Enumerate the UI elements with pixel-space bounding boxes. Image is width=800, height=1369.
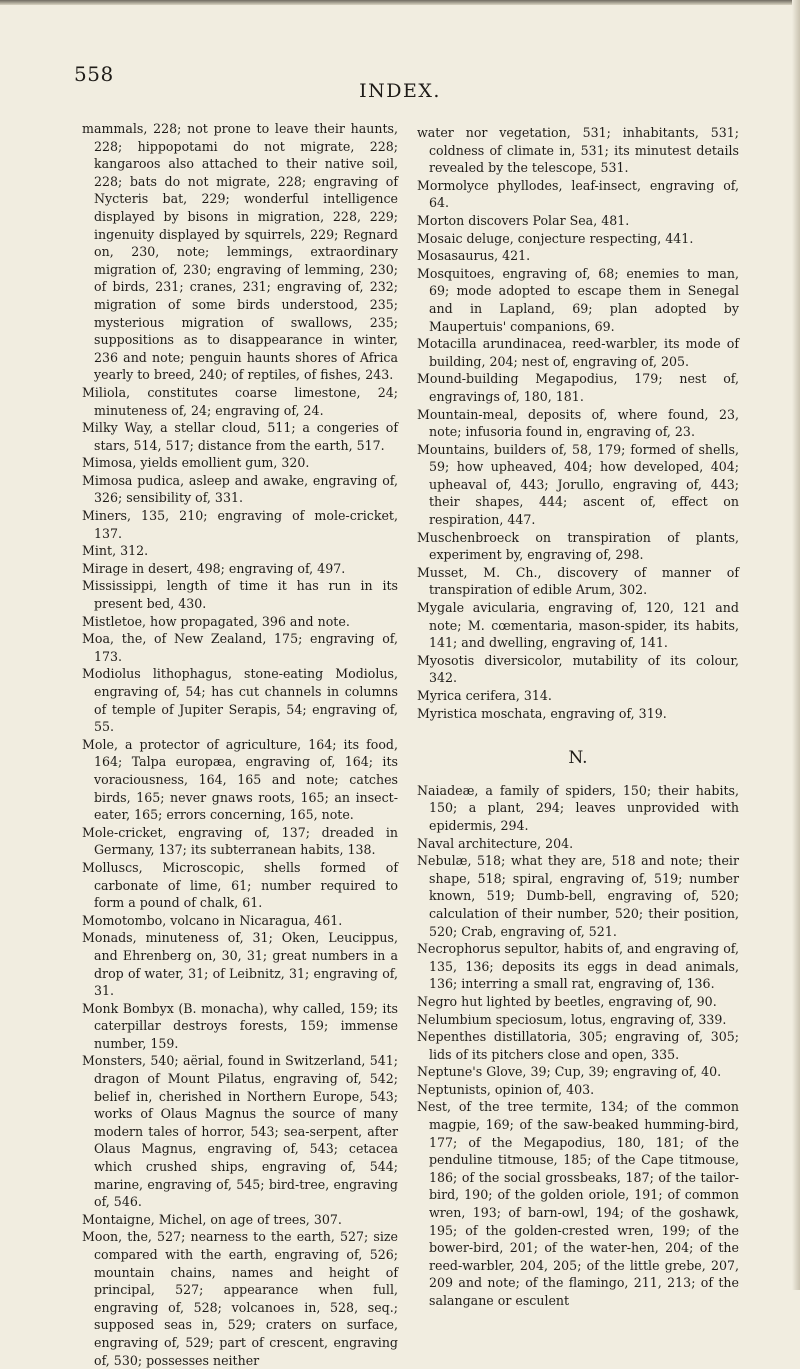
index-entry: Mountain-meal, deposits of, where found, 23, note; infusoria found in, engraving of, 23.: [417, 406, 739, 440]
index-entry: Nest, of the tree termite, 134; of the common magpie, 169; of the saw-beaked humming-bird, 177; of the Megapodius, 180, 181; of the penduline titmouse, 185; of the Cape titmouse, 186; of the social grossbeaks, 187; of the tailor-bird, 190; of the golden oriole, 191; of common wren, 193; of barn-owl, 194; of the goshawk, 195; of the golden-crested wren, 199; of the bower-bird, 201; of the water-hen, 204; of the reed-warbler, 204, 205; of the little grebe, 207, 209 and note; of the flamingo, 211, 213; of the salangane or esculent: [417, 1099, 739, 1308]
index-entry: Mistletoe, how propagated, 396 and note.: [82, 613, 350, 629]
index-entry: Myristica moschata, engraving of, 319.: [417, 705, 667, 721]
running-head: INDEX.: [359, 80, 441, 102]
section-letter-heading: N.: [568, 748, 588, 769]
index-entry: Mosquitoes, engraving of, 68; enemies to man, 69; mode adopted to escape them in Senegal and in Lapland, 69; plan adopted by Maupertuis' companions, 69.: [417, 265, 739, 334]
index-entry: Nelumbium speciosum, lotus, engraving of, 339.: [417, 1011, 727, 1027]
index-entry: Myosotis diversicolor, mutability of its colour, 342.: [417, 652, 739, 686]
index-entry: Myrica cerifera, 314.: [417, 688, 552, 703]
index-entry: Neptunists, opinion of, 403.: [417, 1081, 595, 1097]
index-entry: Mimosa, yields emollient gum, 320.: [82, 455, 310, 471]
index-entry: Mosasaurus, 421.: [417, 248, 531, 264]
index-entry: Negro hut lighted by beetles, engraving of, 90.: [417, 993, 717, 1009]
left-column: [82, 120, 398, 1369]
index-entry: Mole-cricket, engraving of, 137; dreaded in Germany, 137; its subterranean habits, 138.: [82, 824, 398, 858]
page-number: 558: [74, 62, 114, 86]
index-entry: Motacilla arundinacea, reed-warbler, its mode of building, 204; nest of, engraving of, 205.: [417, 336, 739, 369]
index-entry: water nor vegetation, 531; inhabitants, 531; coldness of climate in, 531; its minutest details revealed by the telescope, 531.: [417, 125, 739, 176]
index-entry: Mole, a protector of agriculture, 164; its food, 164; Talpa europæa, engraving of, 164; its voraciousness, 164, 165 and note; catches birds, 165; never gnaws roots, 165; an insect-eater, 165; errors concerning, 165, note.: [82, 736, 398, 823]
right-column: [417, 124, 739, 1310]
index-entry: Miners, 135, 210; engraving of mole-cricket, 137.: [82, 508, 398, 541]
index-entry: Monsters, 540; aërial, found in Switzerland, 541; dragon of Mount Pilatus, engraving of, 542; belief in, cherished in Northern Europe, 543; works of Olaus Magnus the source of many modern tales of horror, 543; sea-serpent, after Olaus Magnus, engraving of, 543; cetacea which crushed ships, engraving of, 544; marine, engraving of, 545; bird-tree, engraving of, 546.: [82, 1053, 398, 1210]
index-entry: Nebulæ, 518; what they are, 518 and note; their shape, 518; spiral, engraving of, 519; number known, 519; Dumb-bell, engraving of, 520; calculation of their number, 520; their position, 520; Crab, engraving of, 521.: [417, 853, 739, 939]
index-entry: Mosaic deluge, conjecture respecting, 441.: [417, 230, 694, 246]
index-entry: Moon, the, 527; nearness to the earth, 527; size compared with the earth, engraving of, 526; mountain chains, names and height of principal, 527; appearance when full, engraving of, 528; volcanoes in, 528, seq.; supposed seas in, 529; craters on surface, engraving of, 529; part of crescent, engraving of, 530; possesses neither: [82, 1229, 398, 1368]
index-entry: Monads, minuteness of, 31; Oken, Leucippus, and Ehrenberg on, 30, 31; great numbers in a drop of water, 31; of Leibnitz, 31; engraving of, 31.: [82, 930, 398, 999]
page-gutter-shadow: [792, 0, 800, 1290]
index-entry: Mirage in desert, 498; engraving of, 497.: [82, 560, 346, 576]
page-top-edge: [0, 0, 800, 5]
index-entry: Montaigne, Michel, on age of trees, 307.: [82, 1211, 342, 1227]
index-entry: Mound-building Megapodius, 179; nest of, engravings of, 180, 181.: [417, 371, 739, 404]
index-entry: Momotombo, volcano in Nicaragua, 461.: [82, 912, 343, 928]
index-entry: Moa, the, of New Zealand, 175; engraving of, 173.: [82, 631, 398, 664]
index-entry: Mygale avicularia, engraving of, 120, 121 and note; M. cœmentaria, mason-spider, its habits, 141; and dwelling, engraving of, 141.: [417, 600, 739, 651]
index-entry: Mountains, builders of, 58, 179; formed of shells, 59; how upheaved, 404; how developed, 404; upheaval of, 443; Jorullo, engraving of, 443; their shapes, 444; ascent of, effect on respiration, 447.: [417, 441, 739, 528]
index-entry: Mormolyce phyllodes, leaf-insect, engraving of, 64.: [417, 177, 739, 211]
index-entry: Mimosa pudica, asleep and awake, engraving of, 326; sensibility of, 331.: [82, 472, 398, 506]
index-entry: Morton discovers Polar Sea, 481.: [417, 212, 630, 228]
index-entry: Neptune's Glove, 39; Cup, 39; engraving of, 40.: [417, 1064, 722, 1080]
index-entry: Musset, M. Ch., discovery of manner of transpiration of edible Arum, 302.: [417, 564, 739, 598]
index-entry: Nepenthes distillatoria, 305; engraving of, 305; lids of its pitchers close and open, 335.: [417, 1029, 739, 1062]
index-entry: Milky Way, a stellar cloud, 511; a congeries of stars, 514, 517; distance from the earth, 517.: [82, 420, 398, 453]
index-entry: Molluscs, Microscopic, shells formed of carbonate of lime, 61; number required to form a pound of chalk, 61.: [82, 859, 398, 911]
index-entry: mammals, 228; not prone to leave their haunts, 228; hippopotami do not migrate, 228; kangaroos also attached to their native soil, 228; bats do not migrate, 228; engraving of Nycteris bat, 229; wonderful intelligence displayed by bisons in migration, 228, 229; ingenuity displayed by squirrels, 229; Regnard on, 230, note; lemmings, extraordinary migration of, 230; engraving of lemming, 230; of birds, 231; cranes, 231; engraving of, 232; migration of some birds understood, 235; mysterious migration of swallows, 235; suppositions as to disappearance in winter, 236 and note; penguin haunts shores of Africa yearly to breed, 240; of reptiles, of fishes, 243.: [82, 121, 398, 383]
index-entry: Mississippi, length of time it has run in its present bed, 430.: [82, 578, 398, 612]
index-entry: Naiadeæ, a family of spiders, 150; their habits, 150; a plant, 294; leaves unprovided with epidermis, 294.: [417, 782, 739, 833]
index-entry: Modiolus lithophagus, stone-eating Modiolus, engraving of, 54; has cut channels in columns of temple of Jupiter Serapis, 54; engraving of, 55.: [82, 666, 398, 735]
index-entry: Naval architecture, 204.: [417, 835, 574, 851]
index-entry: Miliola, constitutes coarse limestone, 24; minuteness of, 24; engraving of, 24.: [82, 384, 398, 418]
index-entry: Mint, 312.: [82, 543, 149, 559]
index-entry: Necrophorus sepultor, habits of, and engraving of, 135, 136; deposits its eggs in dead animals, 136; interring a small rat, engraving of, 136.: [417, 941, 739, 992]
index-entry: Muschenbroeck on transpiration of plants, experiment by, engraving of, 298.: [417, 529, 739, 563]
index-entry: Monk Bombyx (B. monacha), why called, 159; its caterpillar destroys forests, 159; immense number, 159.: [82, 1000, 398, 1051]
